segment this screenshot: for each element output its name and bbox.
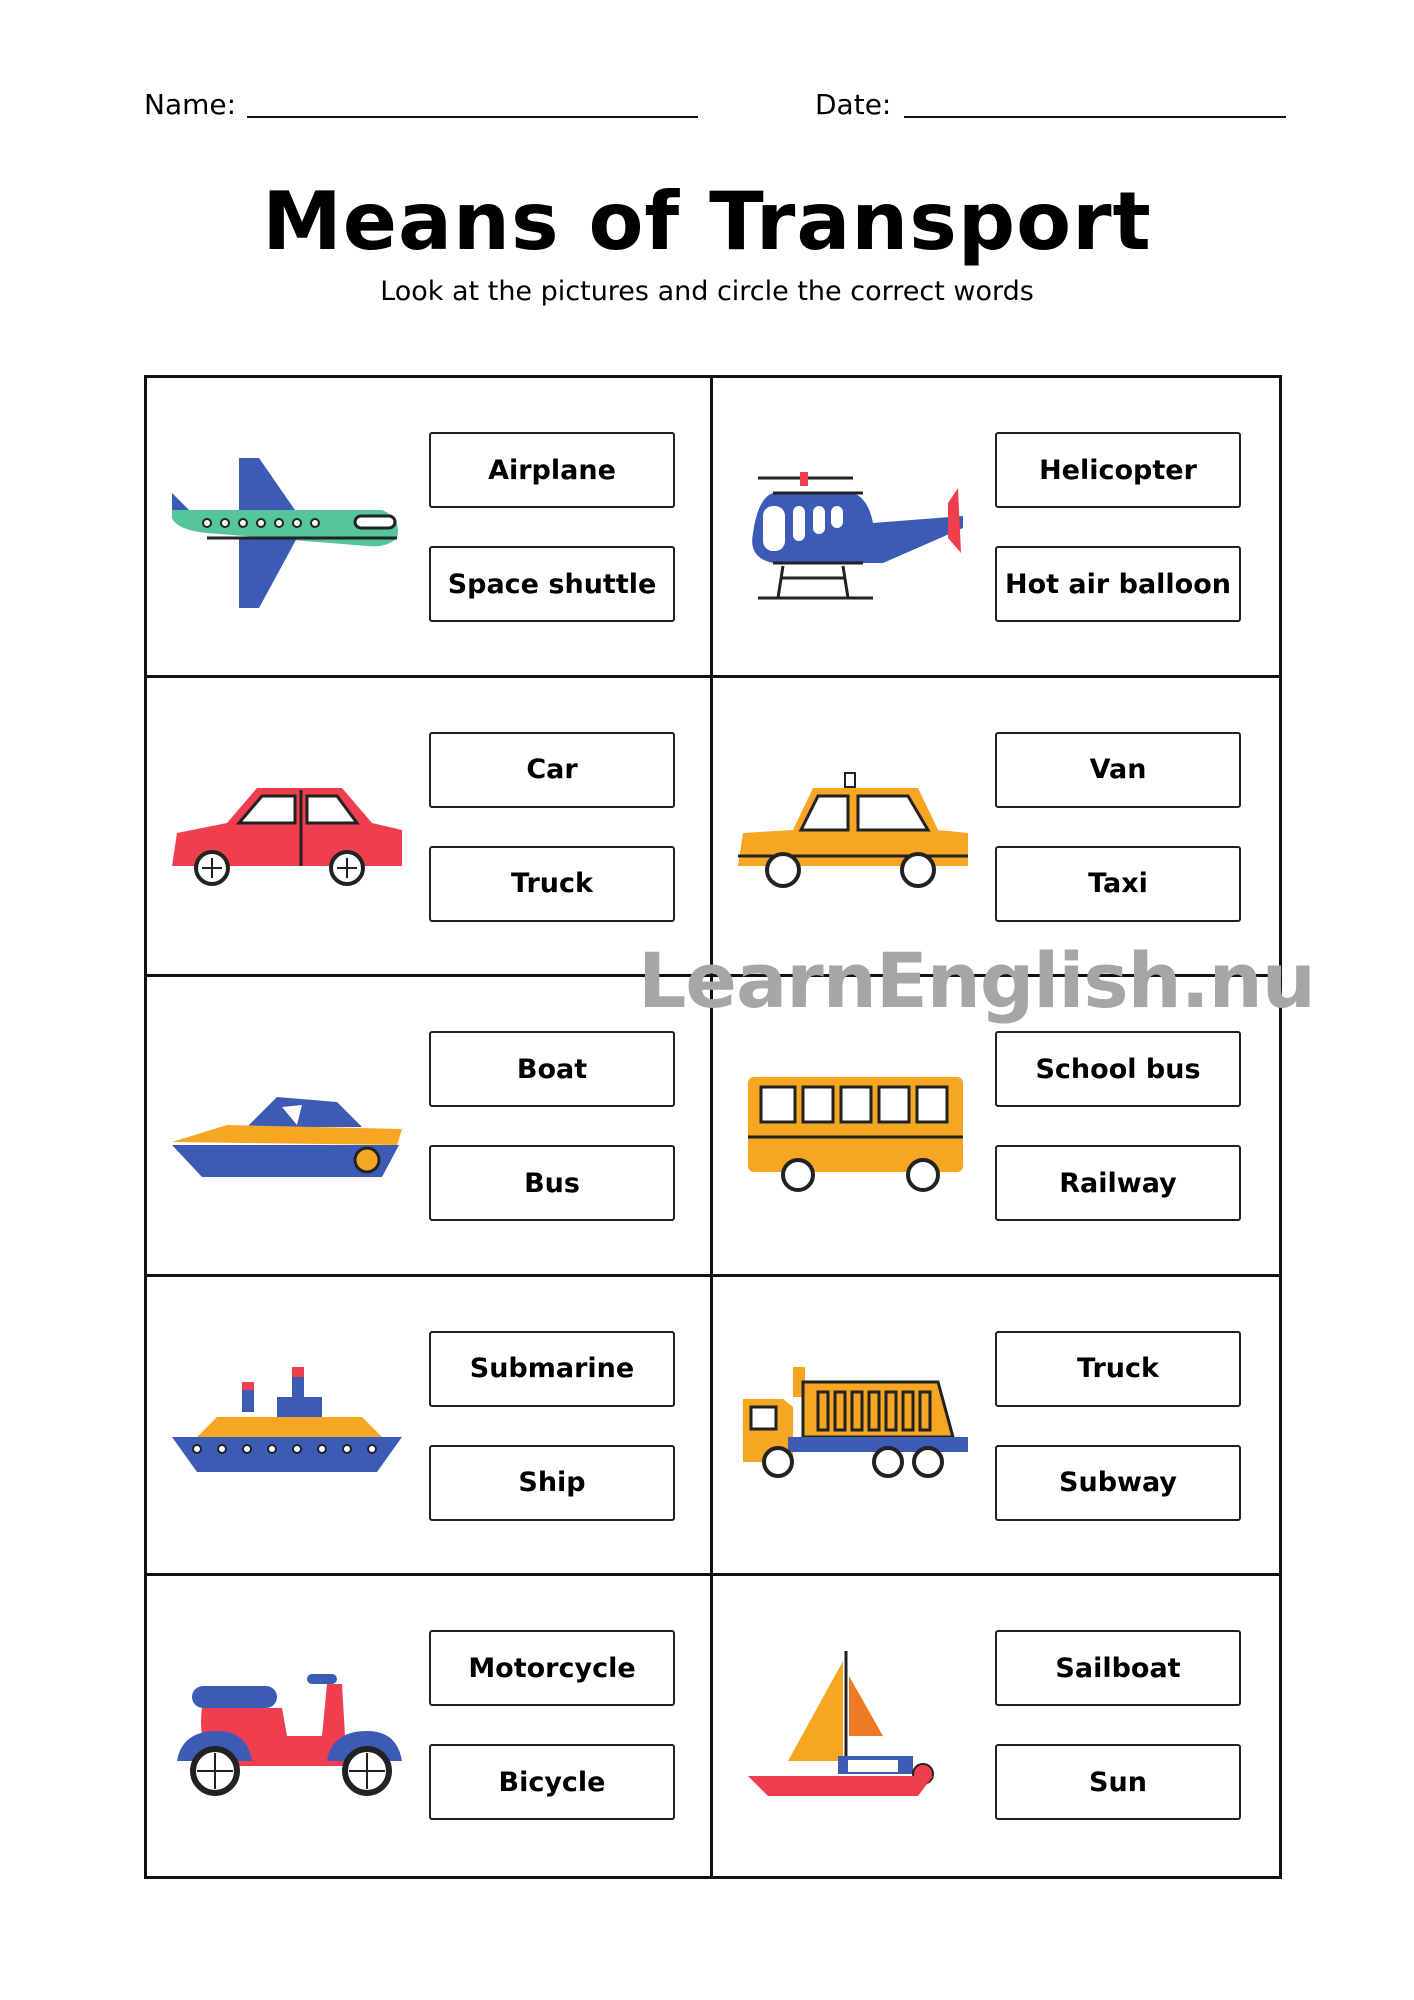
date-label: Date: (815, 88, 892, 121)
exercise-cell (713, 977, 1279, 1277)
option-airplane[interactable]: Airplane (429, 432, 675, 508)
option-space-shuttle[interactable]: Space shuttle (429, 546, 675, 622)
option-helicopter[interactable]: Helicopter (995, 432, 1241, 508)
option-bicycle[interactable]: Bicycle (429, 1744, 675, 1820)
name-field[interactable] (247, 116, 698, 118)
option-truck[interactable]: Truck (429, 846, 675, 922)
airplane-icon (167, 438, 407, 618)
name-label: Name: (144, 88, 237, 121)
watermark: LearnEnglish.nu (638, 936, 1315, 1025)
exercise-cell (147, 977, 713, 1277)
option-school-bus[interactable]: School bus (995, 1031, 1241, 1107)
option-subway[interactable]: Subway (995, 1445, 1241, 1521)
option-railway[interactable]: Railway (995, 1145, 1241, 1221)
boat-icon (167, 1037, 407, 1217)
exercise-cell (147, 678, 713, 978)
option-bus[interactable]: Bus (429, 1145, 675, 1221)
car-icon (167, 738, 407, 918)
instructions: Look at the pictures and circle the correct words (380, 276, 1034, 307)
exercise-cell (713, 1277, 1279, 1577)
exercise-cell (713, 378, 1279, 678)
option-hot-air-balloon[interactable]: Hot air balloon (995, 546, 1241, 622)
exercise-cell (147, 1277, 713, 1577)
option-submarine[interactable]: Submarine (429, 1331, 675, 1407)
helicopter-icon (733, 438, 973, 618)
option-sailboat[interactable]: Sailboat (995, 1630, 1241, 1706)
option-motorcycle[interactable]: Motorcycle (429, 1630, 675, 1706)
option-sun[interactable]: Sun (995, 1744, 1241, 1820)
truck-icon (733, 1337, 973, 1517)
school-bus-icon (733, 1037, 973, 1217)
exercise-cell (713, 678, 1279, 978)
motorcycle-icon (167, 1636, 407, 1816)
exercise-cell (147, 1576, 713, 1876)
option-ship[interactable]: Ship (429, 1445, 675, 1521)
sailboat-icon (733, 1636, 973, 1816)
option-van[interactable]: Van (995, 732, 1241, 808)
option-truck[interactable]: Truck (995, 1331, 1241, 1407)
exercise-cell (147, 378, 713, 678)
option-car[interactable]: Car (429, 732, 675, 808)
taxi-icon (733, 738, 973, 918)
ship-icon (167, 1337, 407, 1517)
date-field[interactable] (904, 116, 1286, 118)
exercise-grid (144, 375, 1282, 1879)
page-title: Means of Transport (262, 175, 1152, 268)
option-taxi[interactable]: Taxi (995, 846, 1241, 922)
exercise-cell (713, 1576, 1279, 1876)
option-boat[interactable]: Boat (429, 1031, 675, 1107)
